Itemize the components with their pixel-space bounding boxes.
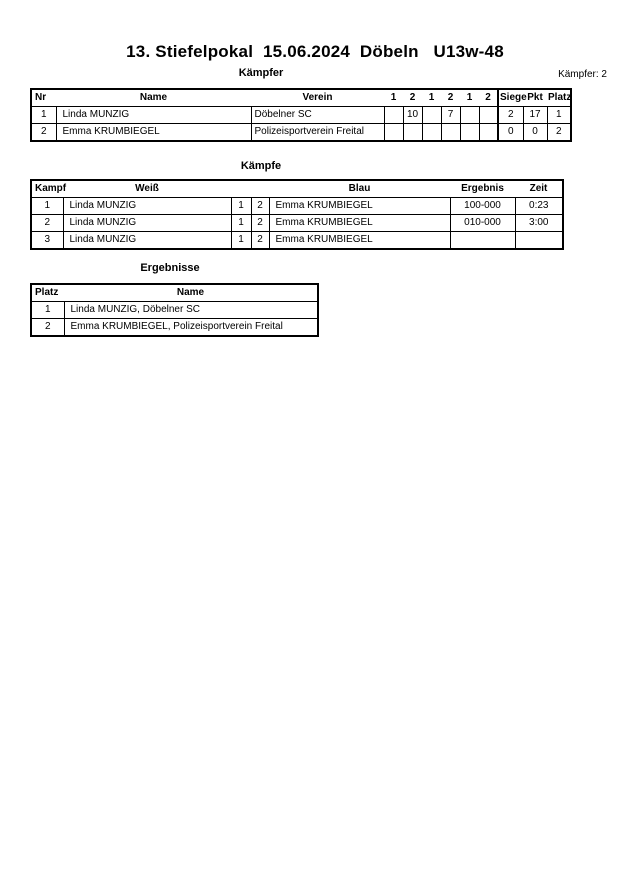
cell-round-2 bbox=[403, 124, 422, 142]
kaempfe-row bbox=[31, 232, 563, 250]
cell-round-3 bbox=[422, 107, 441, 124]
cell-ergebnis: 010-000 bbox=[450, 215, 515, 232]
cell-verein: Polizeisportverein Freital bbox=[251, 124, 384, 142]
cell-round-5 bbox=[460, 107, 479, 124]
cell-blau-nr: 2 bbox=[251, 198, 269, 215]
cell-name: Linda MUNZIG bbox=[56, 107, 251, 124]
col-header-round-4: 2 bbox=[441, 89, 460, 107]
cell-round-3 bbox=[422, 124, 441, 142]
kaempfe-row bbox=[31, 215, 563, 232]
kaempfer-header-row bbox=[31, 89, 571, 107]
col-header-round-1: 1 bbox=[384, 89, 403, 107]
cell-weiss-nr: 1 bbox=[231, 215, 251, 232]
cell-platz: 1 bbox=[547, 107, 571, 124]
cell-nr: 2 bbox=[31, 124, 56, 142]
col-header-round-5: 1 bbox=[460, 89, 479, 107]
cell-zeit: 3:00 bbox=[515, 215, 563, 232]
col-header-kampf: Kampf bbox=[31, 180, 63, 198]
cell-blau-name: Emma KRUMBIEGEL bbox=[269, 198, 450, 215]
cell-ergebnis: 100-000 bbox=[450, 198, 515, 215]
cell-blau-nr: 2 bbox=[251, 215, 269, 232]
cell-weiss-name: Linda MUNZIG bbox=[63, 198, 231, 215]
cell-name: Emma KRUMBIEGEL bbox=[56, 124, 251, 142]
cell-platz: 2 bbox=[31, 319, 64, 337]
kaempfer-section-heading: Kämpfer bbox=[238, 67, 284, 79]
col-header-platz: Platz bbox=[31, 284, 64, 302]
cell-pkt: 0 bbox=[523, 124, 547, 142]
kaempfe-table bbox=[30, 179, 564, 250]
col-header-round-6: 2 bbox=[479, 89, 498, 107]
kaempfer-row bbox=[31, 107, 571, 124]
col-header-weiss-nr bbox=[231, 180, 251, 198]
cell-nr: 1 bbox=[31, 107, 56, 124]
cell-kampf: 1 bbox=[31, 198, 63, 215]
col-header-platz: Platz bbox=[547, 89, 571, 107]
cell-verein: Döbelner SC bbox=[251, 107, 384, 124]
cell-kampf: 3 bbox=[31, 232, 63, 250]
cell-name: Linda MUNZIG, Döbelner SC bbox=[64, 302, 318, 319]
cell-round-5 bbox=[460, 124, 479, 142]
cell-weiss-name: Linda MUNZIG bbox=[63, 232, 231, 250]
col-header-blau-nr bbox=[251, 180, 269, 198]
cell-round-1 bbox=[384, 124, 403, 142]
cell-weiss-nr: 1 bbox=[231, 198, 251, 215]
cell-round-4: 7 bbox=[441, 107, 460, 124]
cell-zeit bbox=[515, 232, 563, 250]
cell-blau-name: Emma KRUMBIEGEL bbox=[269, 215, 450, 232]
cell-name: Emma KRUMBIEGEL, Polizeisportverein Freital bbox=[64, 319, 318, 337]
ergebnisse-table bbox=[30, 283, 319, 337]
kaempfe-row bbox=[31, 198, 563, 215]
ergebnisse-row bbox=[31, 302, 318, 319]
cell-round-2: 10 bbox=[403, 107, 422, 124]
fighter-count-label: Kämpfer: 2 bbox=[558, 69, 607, 80]
cell-weiss-name: Linda MUNZIG bbox=[63, 215, 231, 232]
cell-weiss-nr: 1 bbox=[231, 232, 251, 250]
cell-siege: 0 bbox=[498, 124, 523, 142]
col-header-verein: Verein bbox=[251, 89, 384, 107]
page-title: 13. Stiefelpokal 15.06.2024 Döbeln U13w-48 bbox=[126, 42, 504, 61]
col-header-blau: Blau bbox=[269, 180, 450, 198]
cell-platz: 2 bbox=[547, 124, 571, 142]
cell-round-6 bbox=[479, 124, 498, 142]
cell-blau-nr: 2 bbox=[251, 232, 269, 250]
kaempfer-row bbox=[31, 124, 571, 142]
ergebnisse-header-row bbox=[31, 284, 318, 302]
col-header-pkt: Pkt bbox=[523, 89, 547, 107]
kaempfe-header-row bbox=[31, 180, 563, 198]
col-header-round-2: 2 bbox=[403, 89, 422, 107]
col-header-weiss: Weiß bbox=[63, 180, 231, 198]
col-header-nr: Nr bbox=[31, 89, 56, 107]
col-header-name: Name bbox=[56, 89, 251, 107]
col-header-zeit: Zeit bbox=[515, 180, 563, 198]
cell-round-6 bbox=[479, 107, 498, 124]
cell-round-1 bbox=[384, 107, 403, 124]
cell-zeit: 0:23 bbox=[515, 198, 563, 215]
cell-kampf: 2 bbox=[31, 215, 63, 232]
cell-blau-name: Emma KRUMBIEGEL bbox=[269, 232, 450, 250]
ergebnisse-section-heading: Ergebnisse bbox=[140, 262, 200, 274]
cell-pkt: 17 bbox=[523, 107, 547, 124]
col-header-round-3: 1 bbox=[422, 89, 441, 107]
col-header-name: Name bbox=[64, 284, 318, 302]
col-header-ergebnis: Ergebnis bbox=[450, 180, 515, 198]
cell-siege: 2 bbox=[498, 107, 523, 124]
kaempfe-section-heading: Kämpfe bbox=[240, 160, 282, 172]
cell-round-4 bbox=[441, 124, 460, 142]
col-header-siege: Siege bbox=[498, 89, 523, 107]
kaempfer-table bbox=[30, 88, 572, 142]
ergebnisse-row bbox=[31, 319, 318, 337]
cell-ergebnis bbox=[450, 232, 515, 250]
cell-platz: 1 bbox=[31, 302, 64, 319]
